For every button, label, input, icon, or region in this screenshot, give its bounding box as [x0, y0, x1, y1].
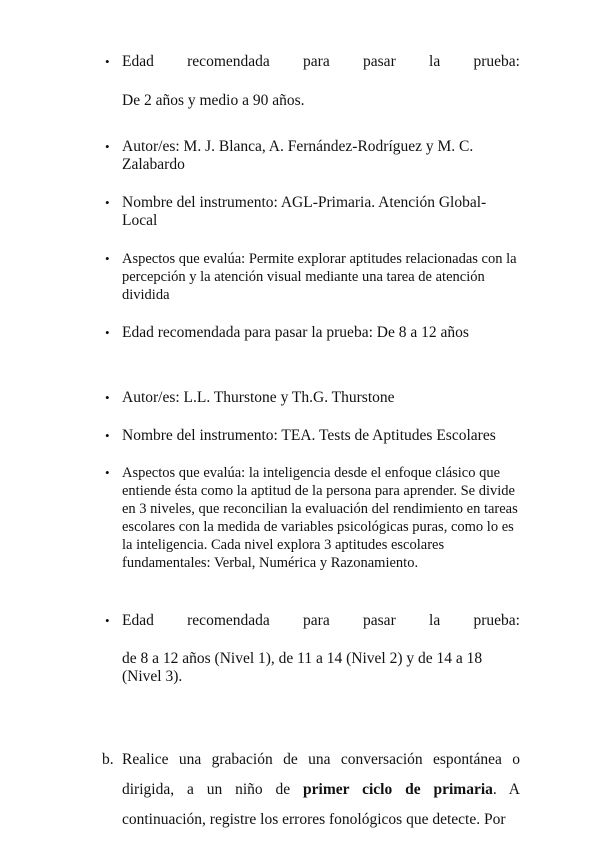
bullet-icon: • — [105, 251, 110, 266]
list-item — [105, 250, 520, 304]
bullet-icon: • — [105, 465, 110, 480]
item-text: Edad recomendada para pasar la prueba: — [122, 53, 520, 70]
paragraph-text-before: Realice una grabación de una conversación espontánea o dirigida, a un niño de — [122, 751, 520, 798]
paragraph-bold-text: primer ciclo de primaria — [303, 781, 493, 798]
bullet-icon: • — [105, 195, 110, 210]
item-text: Aspectos que evalúa: Permite explorar aptitudes relacionadas con la percepción y la atención visual mediante una tarea de atención dividida — [122, 251, 517, 303]
item-text: Autor/es: M. J. Blanca, A. Fernández-Rodríguez y M. C. Zalabardo — [122, 138, 474, 173]
bullet-icon: • — [105, 613, 110, 628]
list-item — [105, 194, 520, 230]
list-item — [105, 53, 520, 71]
item-text: Nombre del instrumento: AGL-Primaria. Atención Global-Local — [122, 194, 487, 229]
list-item — [105, 324, 520, 342]
item-text: Nombre del instrumento: TEA. Tests de Aptitudes Escolares — [122, 427, 496, 444]
bullet-icon: • — [105, 428, 110, 443]
paragraph-b — [122, 745, 520, 835]
item-text: Edad recomendada para pasar la prueba: De 8 a 12 años — [122, 324, 469, 341]
list-item — [105, 389, 520, 407]
bullet-icon: • — [105, 325, 110, 340]
item-text: Aspectos que evalúa: la inteligencia desde el enfoque clásico que entiende ésta como la aptitud de la persona para aprender. Se divide en 3 niveles, que reconcilian la evaluación del rendimiento en tareas escolares con la medida de variables psicológicas puras, como lo es la inteligencia. Cada nivel explora 3 aptitudes escolares fundamentales: Verbal, Numérica y Razonamiento. — [122, 465, 518, 571]
item-continuation: de 8 a 12 años (Nivel 1), de 11 a 14 (Nivel 2) y de 14 a 18 (Nivel 3). — [122, 650, 483, 685]
list-item — [105, 464, 520, 572]
item-text: Edad recomendada para pasar la prueba: — [122, 612, 520, 629]
bullet-icon: • — [105, 390, 110, 405]
item-continuation: De 2 años y medio a 90 años. — [122, 92, 305, 109]
item-text: Autor/es: L.L. Thurstone y Th.G. Thurstone — [122, 389, 395, 406]
paragraph-label: b. — [102, 751, 114, 768]
list-item — [105, 138, 520, 174]
bullet-icon: • — [105, 54, 110, 69]
bullet-icon: • — [105, 139, 110, 154]
paragraph-text-after: . A continuación, registre los errores fonológicos que detecte. Por — [122, 781, 520, 828]
list-item — [105, 612, 520, 630]
list-item — [105, 427, 520, 445]
